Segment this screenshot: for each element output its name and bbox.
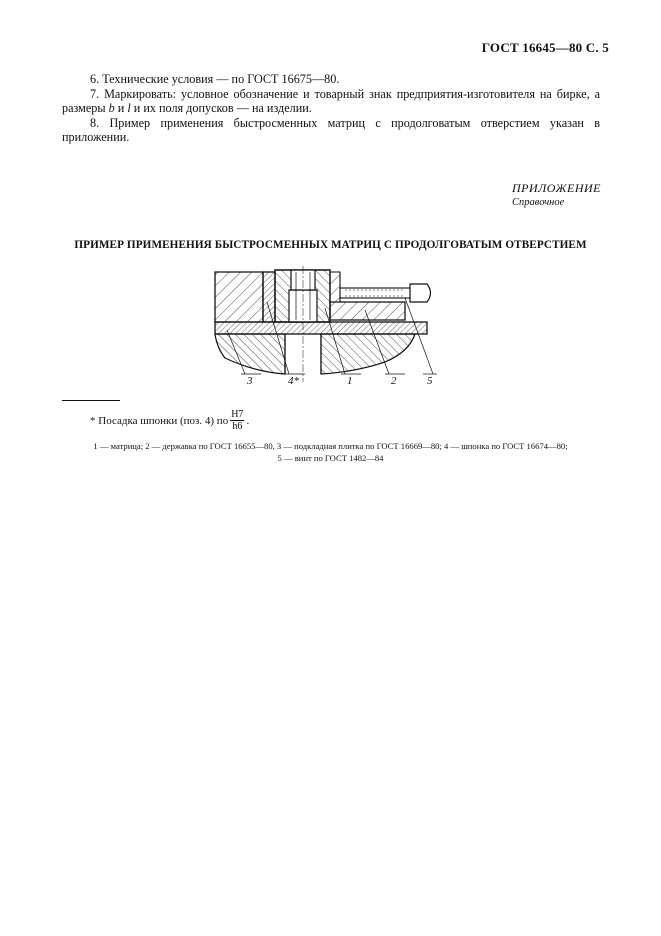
backing-plate [215, 322, 427, 334]
parts-legend [40, 440, 621, 464]
legend-line-1: 1 — матрица; 2 — державка по ГОСТ 16655—80, 3 — подкладная плитка по ГОСТ 16669—80; 4 — шпонка по ГОСТ 16674—80; [93, 441, 568, 451]
legend-line-2: 5 — винт по ГОСТ 1482—84 [277, 453, 384, 463]
callout-3: 3 [247, 375, 253, 387]
footnote [90, 409, 249, 432]
page-header: ГОСТ 16645—80 С. 5 [481, 40, 609, 55]
body-text [62, 72, 600, 145]
dim-l: l [127, 101, 131, 116]
holder-part [215, 272, 263, 322]
clause-8: 8. Пример применения быстросменных матриц с продолговатым отверстием указан в приложении. [62, 115, 600, 145]
base-plate [215, 334, 285, 374]
assembly-drawing [205, 262, 437, 390]
appendix-title: ПРИЛОЖЕНИЕ [512, 181, 601, 195]
clause-7-part2: и [114, 101, 128, 116]
appendix-label [512, 181, 601, 208]
figure-title: ПРИМЕР ПРИМЕНЕНИЯ БЫСТРОСМЕННЫХ МАТРИЦ С ПРОДОЛГОВАТЫМ ОТВЕРСТИЕМ [74, 239, 587, 251]
fit-fraction [230, 409, 244, 432]
clause-7-part3: и их поля допусков — на изделии. [130, 101, 312, 116]
fit-denominator: h6 [232, 421, 243, 432]
holder-top-right [330, 272, 340, 302]
callout-1: 1 [347, 375, 353, 387]
screw-head [410, 284, 431, 302]
screw-shank [340, 288, 410, 298]
footnote-text: * Посадка шпонки (поз. 4) по [90, 414, 229, 427]
base-plate-right [321, 334, 415, 374]
footnote-rule [62, 400, 120, 401]
clause-7 [62, 87, 600, 116]
key-part [263, 272, 275, 322]
callout-5: 5 [427, 375, 433, 387]
callout-2: 2 [391, 375, 397, 387]
clause-7-part1: 7. Маркировать: условное обозначение и товарный знак предприятия-изготовителя на бирке, а размеры [62, 86, 600, 116]
clause-6: 6. Технические условия — по ГОСТ 16675—80. [90, 72, 340, 86]
callout-4: 4* [288, 375, 299, 387]
footnote-tail: . [246, 414, 250, 427]
fit-numerator: H7 [231, 409, 244, 420]
dim-b: b [108, 101, 115, 116]
appendix-subtitle: Справочное [512, 197, 565, 208]
